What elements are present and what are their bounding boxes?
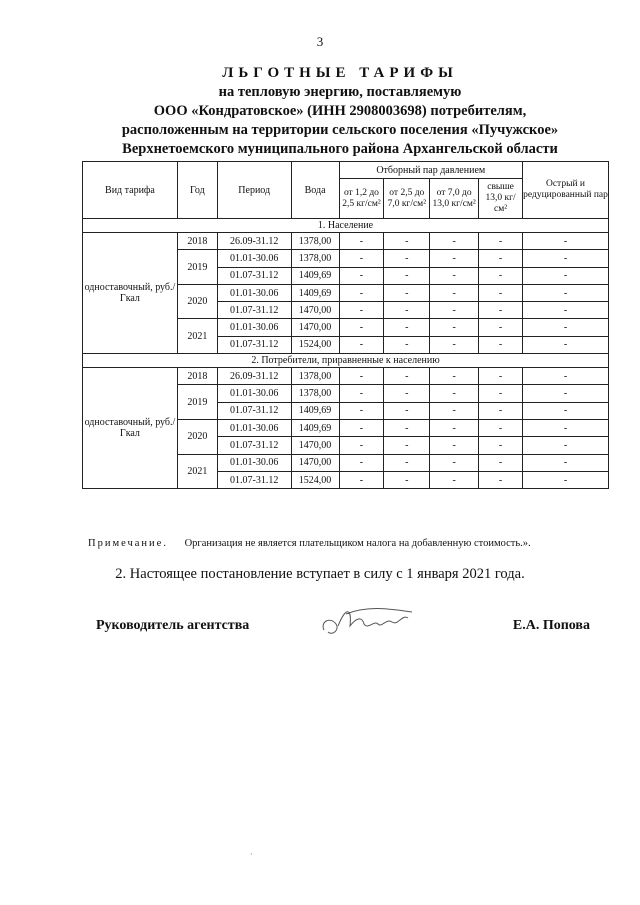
dash-cell: - <box>523 402 609 419</box>
header-tariff-type: Вид тарифа <box>83 162 178 219</box>
dash-cell: - <box>523 233 609 250</box>
dash-cell: - <box>384 385 430 402</box>
dash-cell: - <box>384 319 430 336</box>
dash-cell: - <box>479 454 523 471</box>
note <box>88 538 608 549</box>
period-cell: 01.01-30.06 <box>217 319 291 336</box>
dash-cell: - <box>479 336 523 353</box>
period-cell: 26.09-31.12 <box>217 233 291 250</box>
dash-cell: - <box>384 368 430 385</box>
dash-cell: - <box>430 233 479 250</box>
dash-cell: - <box>339 419 384 436</box>
dash-cell: - <box>523 250 609 267</box>
dash-cell: - <box>384 471 430 488</box>
dash-cell: - <box>430 302 479 319</box>
dash-cell: - <box>430 385 479 402</box>
dash-cell: - <box>479 471 523 488</box>
water-cell: 1470,00 <box>291 437 339 454</box>
dash-cell: - <box>430 437 479 454</box>
table-body <box>83 219 609 489</box>
title-line-3: ООО «Кондратовское» (ИНН 2908003698) потребителям, <box>153 103 527 119</box>
dash-cell: - <box>479 302 523 319</box>
title-line-4: расположенным на территории сельского поселения «Пучужское» <box>121 122 559 138</box>
dash-cell: - <box>523 267 609 284</box>
dash-cell: - <box>523 319 609 336</box>
dash-cell: - <box>430 419 479 436</box>
dash-cell: - <box>523 302 609 319</box>
water-cell: 1409,69 <box>291 267 339 284</box>
header-year: Год <box>177 162 217 219</box>
header-water: Вода <box>291 162 339 219</box>
period-cell: 01.07-31.12 <box>217 471 291 488</box>
year-cell: 2018 <box>177 368 217 385</box>
water-cell: 1378,00 <box>291 233 339 250</box>
dash-cell: - <box>479 419 523 436</box>
dash-cell: - <box>384 250 430 267</box>
table-row <box>83 233 609 250</box>
period-cell: 01.01-30.06 <box>217 385 291 402</box>
dash-cell: - <box>430 454 479 471</box>
dash-cell: - <box>384 336 430 353</box>
dash-cell: - <box>339 454 384 471</box>
header-period: Период <box>217 162 291 219</box>
page-number: 3 <box>316 34 324 49</box>
dash-cell: - <box>523 368 609 385</box>
signer-name: Е.А. Попова <box>512 618 590 633</box>
dash-cell: - <box>384 267 430 284</box>
dash-cell: - <box>339 233 384 250</box>
dash-cell: - <box>339 250 384 267</box>
section-title: 1. Население <box>83 219 609 233</box>
period-cell: 01.07-31.12 <box>217 402 291 419</box>
dash-cell: - <box>384 419 430 436</box>
water-cell: 1378,00 <box>291 368 339 385</box>
tariff-type-cell: одноставочный, руб./Гкал <box>83 233 178 354</box>
handwritten-signature <box>316 596 426 646</box>
tariff-table <box>82 161 609 489</box>
dash-cell: - <box>479 233 523 250</box>
water-cell: 1378,00 <box>291 385 339 402</box>
decree-text: 2. Настоящее постановление вступает в силу с 1 января 2021 года. <box>115 566 525 582</box>
year-cell: 2020 <box>177 284 217 319</box>
dash-cell: - <box>523 284 609 301</box>
period-cell: 01.01-30.06 <box>217 250 291 267</box>
period-cell: 01.01-30.06 <box>217 419 291 436</box>
title-line-5: Верхнетоемского муниципального района Архангельской области <box>122 141 558 157</box>
dash-cell: - <box>339 336 384 353</box>
dash-cell: - <box>479 402 523 419</box>
dash-cell: - <box>339 267 384 284</box>
section-title: 2. Потребители, приравненные к населению <box>83 354 609 368</box>
dash-cell: - <box>384 402 430 419</box>
dash-cell: - <box>479 368 523 385</box>
header-steam-3: от 7,0 до 13,0 кг/см² <box>430 179 479 219</box>
title-line-1: ЛЬГОТНЫЕ ТАРИФЫ <box>222 65 458 81</box>
dash-cell: - <box>384 302 430 319</box>
header-steam-2: от 2,5 до 7,0 кг/см² <box>384 179 430 219</box>
period-cell: 01.07-31.12 <box>217 267 291 284</box>
dash-cell: - <box>523 419 609 436</box>
water-cell: 1470,00 <box>291 302 339 319</box>
dash-cell: - <box>430 402 479 419</box>
year-cell: 2018 <box>177 233 217 250</box>
dash-cell: - <box>430 319 479 336</box>
dash-cell: - <box>430 250 479 267</box>
dash-cell: - <box>523 437 609 454</box>
signer-position: Руководитель агентства <box>96 618 250 633</box>
header-sharp-steam: Острый и редуцированный пар <box>523 162 609 219</box>
dash-cell: - <box>339 319 384 336</box>
dash-cell: - <box>339 385 384 402</box>
period-cell: 01.07-31.12 <box>217 437 291 454</box>
dash-cell: - <box>339 471 384 488</box>
dash-cell: - <box>430 284 479 301</box>
header-steam-1: от 1,2 до 2,5 кг/см² <box>339 179 384 219</box>
dash-cell: - <box>430 336 479 353</box>
dash-cell: - <box>479 319 523 336</box>
dash-cell: - <box>384 454 430 471</box>
year-cell: 2021 <box>177 319 217 354</box>
table-row <box>83 368 609 385</box>
dash-cell: - <box>339 437 384 454</box>
dash-cell: - <box>523 454 609 471</box>
water-cell: 1409,69 <box>291 402 339 419</box>
dash-cell: - <box>523 385 609 402</box>
title-line-2: на тепловую энергию, поставляемую <box>218 84 462 100</box>
header-steam-group: Отборный пар давлением <box>339 162 523 179</box>
dash-cell: - <box>384 284 430 301</box>
period-cell: 01.07-31.12 <box>217 336 291 353</box>
water-cell: 1470,00 <box>291 319 339 336</box>
dash-cell: - <box>479 267 523 284</box>
tariff-type-cell: одноставочный, руб./Гкал <box>83 368 178 489</box>
dash-cell: - <box>339 284 384 301</box>
dash-cell: - <box>479 385 523 402</box>
period-cell: 01.07-31.12 <box>217 302 291 319</box>
water-cell: 1378,00 <box>291 250 339 267</box>
dash-cell: - <box>479 437 523 454</box>
scan-mark: · <box>250 850 253 859</box>
year-cell: 2021 <box>177 454 217 489</box>
year-cell: 2020 <box>177 419 217 454</box>
period-cell: 01.01-30.06 <box>217 284 291 301</box>
dash-cell: - <box>479 250 523 267</box>
water-cell: 1524,00 <box>291 471 339 488</box>
water-cell: 1524,00 <box>291 336 339 353</box>
header-steam-4: свыше 13,0 кг/см² <box>479 179 523 219</box>
dash-cell: - <box>479 284 523 301</box>
dash-cell: - <box>384 233 430 250</box>
dash-cell: - <box>339 368 384 385</box>
dash-cell: - <box>430 267 479 284</box>
dash-cell: - <box>339 302 384 319</box>
dash-cell: - <box>430 471 479 488</box>
period-cell: 01.01-30.06 <box>217 454 291 471</box>
dash-cell: - <box>339 402 384 419</box>
year-cell: 2019 <box>177 250 217 285</box>
note-text: Организация не является плательщиком налога на добавленную стоимость.». <box>184 538 531 549</box>
document-title <box>80 64 600 159</box>
period-cell: 26.09-31.12 <box>217 368 291 385</box>
year-cell: 2019 <box>177 385 217 420</box>
dash-cell: - <box>384 437 430 454</box>
dash-cell: - <box>430 368 479 385</box>
dash-cell: - <box>523 336 609 353</box>
dash-cell: - <box>523 471 609 488</box>
water-cell: 1409,69 <box>291 284 339 301</box>
note-label: Примечание. <box>88 538 168 549</box>
water-cell: 1470,00 <box>291 454 339 471</box>
water-cell: 1409,69 <box>291 419 339 436</box>
